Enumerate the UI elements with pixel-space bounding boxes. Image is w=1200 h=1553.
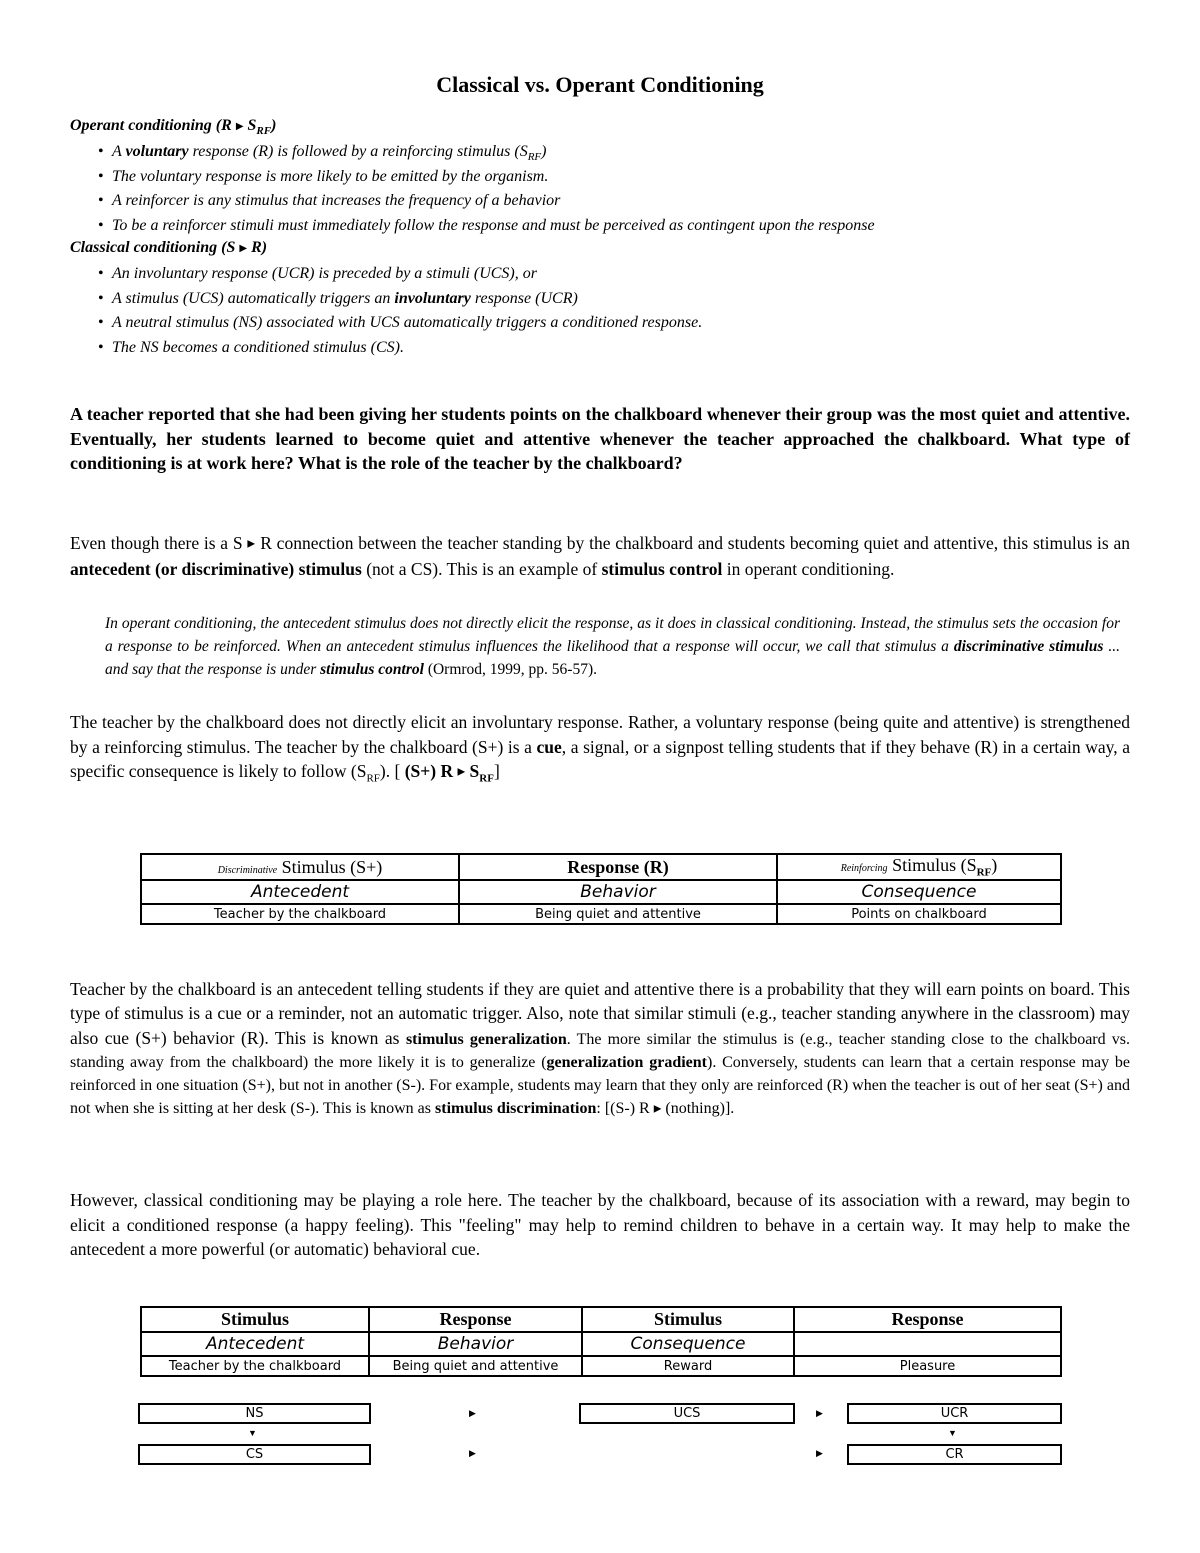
arrow-right-icon: ▶ xyxy=(457,766,466,778)
arrow-right-icon: ▶ xyxy=(247,538,256,550)
operant-bullet-list xyxy=(112,140,875,238)
table-header-response: Response (R) xyxy=(459,854,777,880)
cs-box: CS xyxy=(138,1444,371,1465)
list-item: • To be a reinforcer stimuli must immediately follow the response and must be perceived as contingent upon the response xyxy=(112,214,875,239)
table-cell: Being quiet and attentive xyxy=(369,1356,582,1376)
arrow-right-icon xyxy=(469,1408,476,1418)
arrow-down-icon xyxy=(948,1428,957,1438)
arrow-right-icon: ▶ xyxy=(653,1104,662,1116)
table-header: Response xyxy=(794,1307,1061,1332)
table-cell xyxy=(794,1332,1061,1356)
operant-heading xyxy=(70,117,276,137)
table-cell: Antecedent xyxy=(141,1332,369,1356)
arrow-right-icon xyxy=(469,1448,476,1458)
table-header: Response xyxy=(369,1307,582,1332)
table-cell: Reward xyxy=(582,1356,794,1376)
table-header-stimulus: Discriminative Stimulus (S+) xyxy=(141,854,459,880)
table-cell: Points on chalkboard xyxy=(777,904,1061,924)
table-cell: Consequence xyxy=(777,880,1061,904)
operant-heading-b: S xyxy=(247,117,257,134)
classical-heading: Classical conditioning (S ▶ R) xyxy=(70,239,268,256)
paragraph-cue: The teacher by the chalkboard does not directly elicit an involuntary response. Rather, a voluntary response (being quite and attentive) is strengthened by a reinforcing stimulus. The teacher by the chalkboard (S+) is a cue, a signal, or a signpost telling students that if they behave (R) in a certain way, a specific consequence is likely to follow $(S_{RF})$. [ (S+) R ▶ $S_{RF}$] xyxy=(70,712,1131,785)
paragraph-generalization: Teacher by the chalkboard is an antecedent telling students if they are quiet and attentive there is a probability that they will earn points on board. This type of stimulus is a cue or a reminder, not an automatic trigger. Also, note that similar stimuli (e.g., teacher standing anywhere in the classroom) may also cue (S+) behavior (R). This is known as stimulus generalization. The more similar the stimulus is (e.g., teacher standing close to the chalkboard vs. standing away from the chalkboard) the more likely it is to generalize (generalization gradient). Conversely, students can learn that a certain response may be reinforced in one situation (S+), but not in another (S-). For example, students may learn that they only are reinforced (R) when the teacher is out of her seat (S+) and not when she is sitting at her desk (S-). This is known as stimulus discrimination: [(S-) R ▶ (nothing)]. xyxy=(70,979,1131,1118)
table-cell: Behavior xyxy=(459,880,777,904)
table-cell: Behavior xyxy=(369,1332,582,1356)
ucr-box: UCR xyxy=(847,1403,1062,1424)
cr-box: CR xyxy=(847,1444,1062,1465)
table-cell: Pleasure xyxy=(794,1356,1061,1376)
classical-bullet-list xyxy=(112,262,702,360)
table-header: Stimulus xyxy=(582,1307,794,1332)
arrow-right-icon: ▶ xyxy=(239,242,248,254)
table-header-reinforcing: Reinforcing Stimulus $(S_{RF})$ xyxy=(777,854,1061,880)
list-item: • The voluntary response is more likely to be emitted by the organism. xyxy=(112,165,875,190)
table-cell: Teacher by the chalkboard xyxy=(141,904,459,924)
operant-heading-a: Operant conditioning (R xyxy=(70,117,232,134)
arrow-right-icon: ▶ xyxy=(235,120,244,132)
question-paragraph: A teacher reported that she had been giving her students points on the chalkboard whenever their group was the most quiet and attentive. Eventually, her students learned to become quiet and attentive whenever the teacher approached the chalkboard. What type of conditioning is at work here? What is the role of the teacher by the chalkboard? xyxy=(70,404,1130,473)
arrow-right-icon xyxy=(816,1448,823,1458)
table-cell: Teacher by the chalkboard xyxy=(141,1356,369,1376)
list-item: • An involuntary response (UCR) is preceded by a stimuli (UCS), or xyxy=(112,262,702,287)
paragraph-stimulus-control: Even though there is a S ▶ R connection between the teacher standing by the chalkboard and students becoming quiet and attentive, this stimulus is an antecedent (or discriminative) stimulus (not a CS). This is an example of stimulus control in operant conditioning. xyxy=(70,533,1131,580)
quote-ormrod: In operant conditioning, the antecedent stimulus does not directly elicit the response, as it does in classical conditioning. Instead, the stimulus sets the occasion for a response to be reinforced. When an antecedent stimulus influences the likelihood that a response will occur, we call that stimulus a discriminative stimulus ... and say that the response is under stimulus control (Ormrod, 1999, pp. 56-57). xyxy=(105,615,1120,678)
table-header: Stimulus xyxy=(141,1307,369,1332)
list-item: • A stimulus (UCS) automatically triggers an involuntary response (UCR) xyxy=(112,287,702,312)
list-item: • A voluntary response (R) is followed by a reinforcing stimulus $(S_{RF})$ xyxy=(112,140,875,165)
classical-table xyxy=(140,1306,1062,1377)
list-item: • A reinforcer is any stimulus that increases the frequency of a behavior xyxy=(112,189,875,214)
list-item: • The NS becomes a conditioned stimulus (CS). xyxy=(112,336,702,361)
paragraph-classical-role: However, classical conditioning may be playing a role here. The teacher by the chalkboard, because of its association with a reward, may begin to elicit a conditioned response (a happy feeling). This "feeling" may help to remind children to behave in a certain way. It may help to make the antecedent a more powerful (or automatic) behavioral cue. xyxy=(70,1190,1130,1259)
list-item: • A neutral stimulus (NS) associated with UCS automatically triggers a conditioned response. xyxy=(112,311,702,336)
operant-heading-sub: RF xyxy=(256,125,272,138)
operant-table xyxy=(140,853,1062,925)
table-cell: Being quiet and attentive xyxy=(459,904,777,924)
table-cell: Antecedent xyxy=(141,880,459,904)
ns-box: NS xyxy=(138,1403,371,1424)
table-cell: Consequence xyxy=(582,1332,794,1356)
operant-heading-c: ) xyxy=(271,117,277,134)
arrow-down-icon xyxy=(248,1428,257,1438)
page-title: Classical vs. Operant Conditioning xyxy=(436,72,764,97)
ucs-box: UCS xyxy=(579,1403,795,1424)
arrow-right-icon xyxy=(816,1408,823,1418)
